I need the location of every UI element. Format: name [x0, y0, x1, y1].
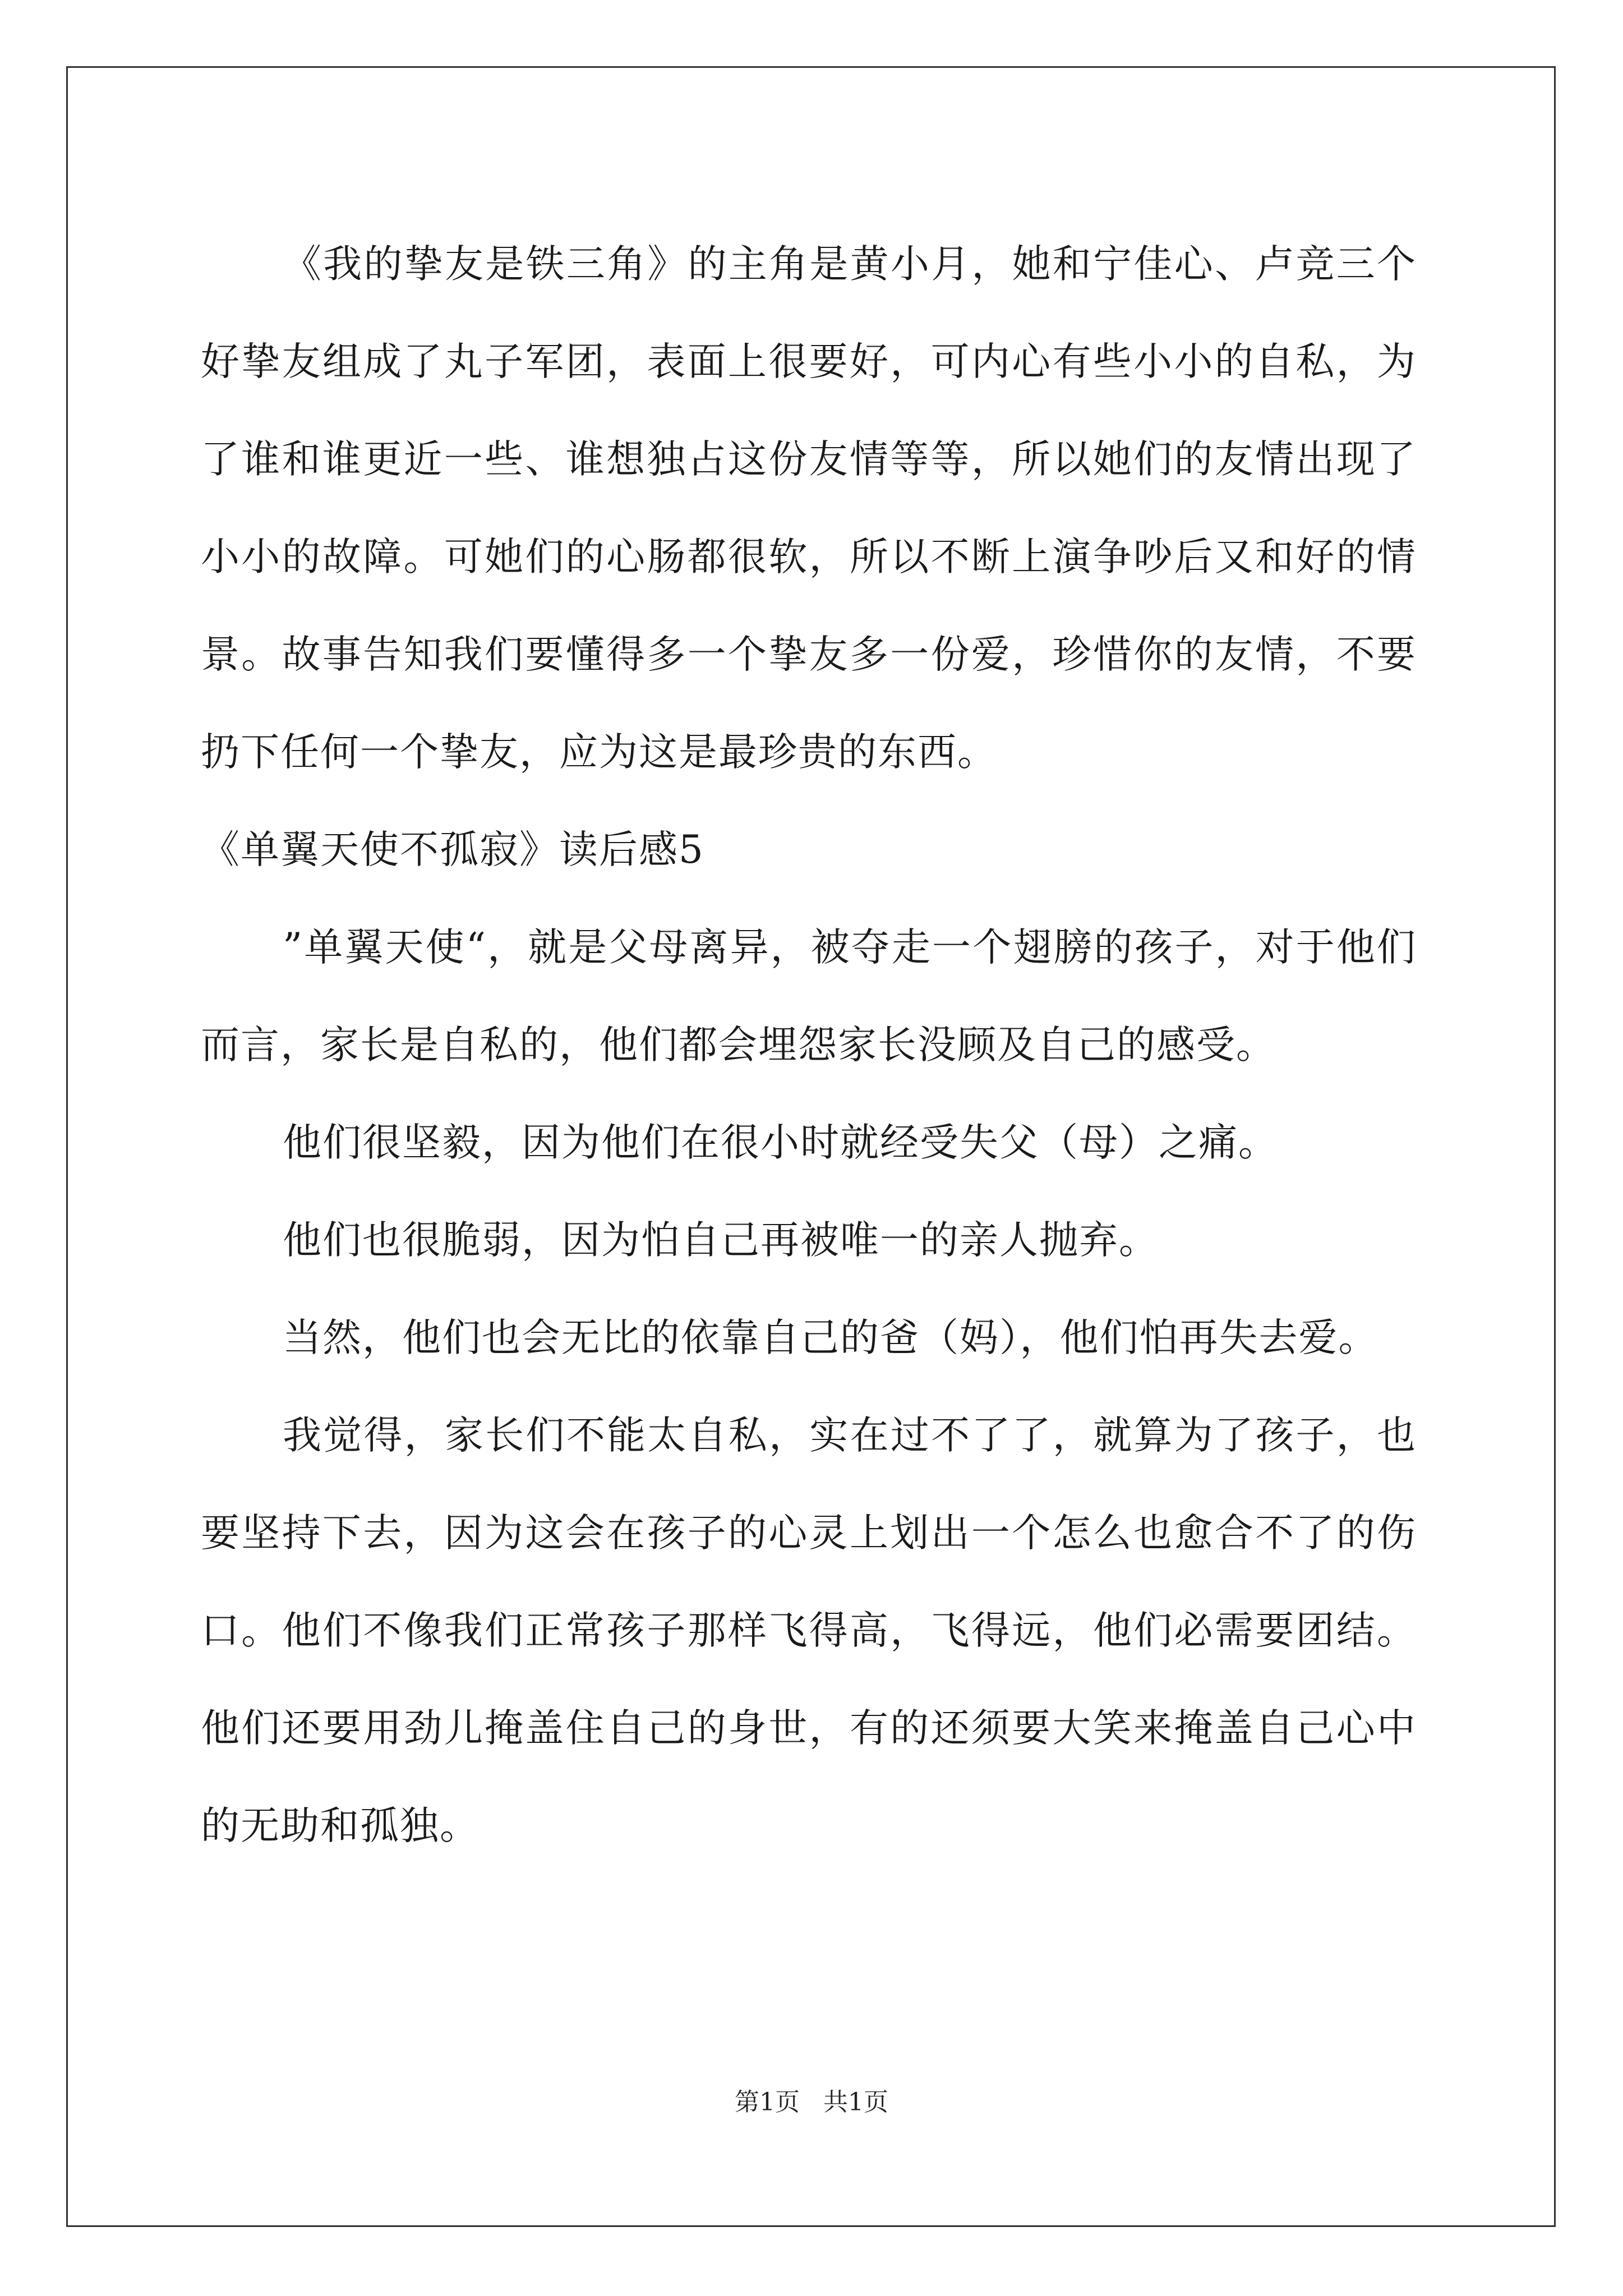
page-number-current: 第1页	[735, 2088, 800, 2116]
page-number-total: 共1页	[823, 2088, 888, 2116]
paragraph-fragile: 他们也很脆弱，因为怕自己再被唯一的亲人抛弃。	[283, 1218, 1159, 1263]
paragraph-dependence: 当然，他们也会无比的依靠自己的爸（妈），他们怕再失去爱。	[283, 1315, 1378, 1360]
paragraph-definition: ”单翼天使“，就是父母离异，被夺走一个翅膀的孩子，对于他们而言，家长是自私的，他们都会埋怨家长没顾及自己的感受。	[201, 925, 1417, 1068]
paragraph-resilient: 他们很坚毅，因为他们在很小时就经受失父（母）之痛。	[283, 1120, 1278, 1165]
document-body	[201, 215, 1417, 1875]
paragraph-friends-review: 《我的挚友是铁三角》的主角是黄小月，她和宁佳心、卢竞三个好挚友组成了丸子军团，表面上很要好，可内心有些小小的自私，为了谁和谁更近一些、谁想独占这份友情等等，所以她们的友情出现了小小的故障。可她们的心肠都很软，所以不断上演争吵后又和好的情景。故事告知我们要懂得多一个挚友多一份爱，珍惜你的友情，不要扔下任何一个挚友，应为这是最珍贵的东西。	[201, 242, 1417, 775]
section-heading: 《单翼天使不孤寂》读后感5	[201, 827, 704, 872]
paragraph-opinion: 我觉得，家长们不能太自私，实在过不了了，就算为了孩子，也要坚持下去，因为这会在孩子的心灵上划出一个怎么也愈合不了的伤口。他们不像我们正常孩子那样飞得高，飞得远，他们必需要团结。他们还要用劲儿掩盖住自己的身世，有的还须要大笑来掩盖自己心中的无助和孤独。	[201, 1413, 1417, 1848]
page-footer	[0, 2086, 1623, 2119]
